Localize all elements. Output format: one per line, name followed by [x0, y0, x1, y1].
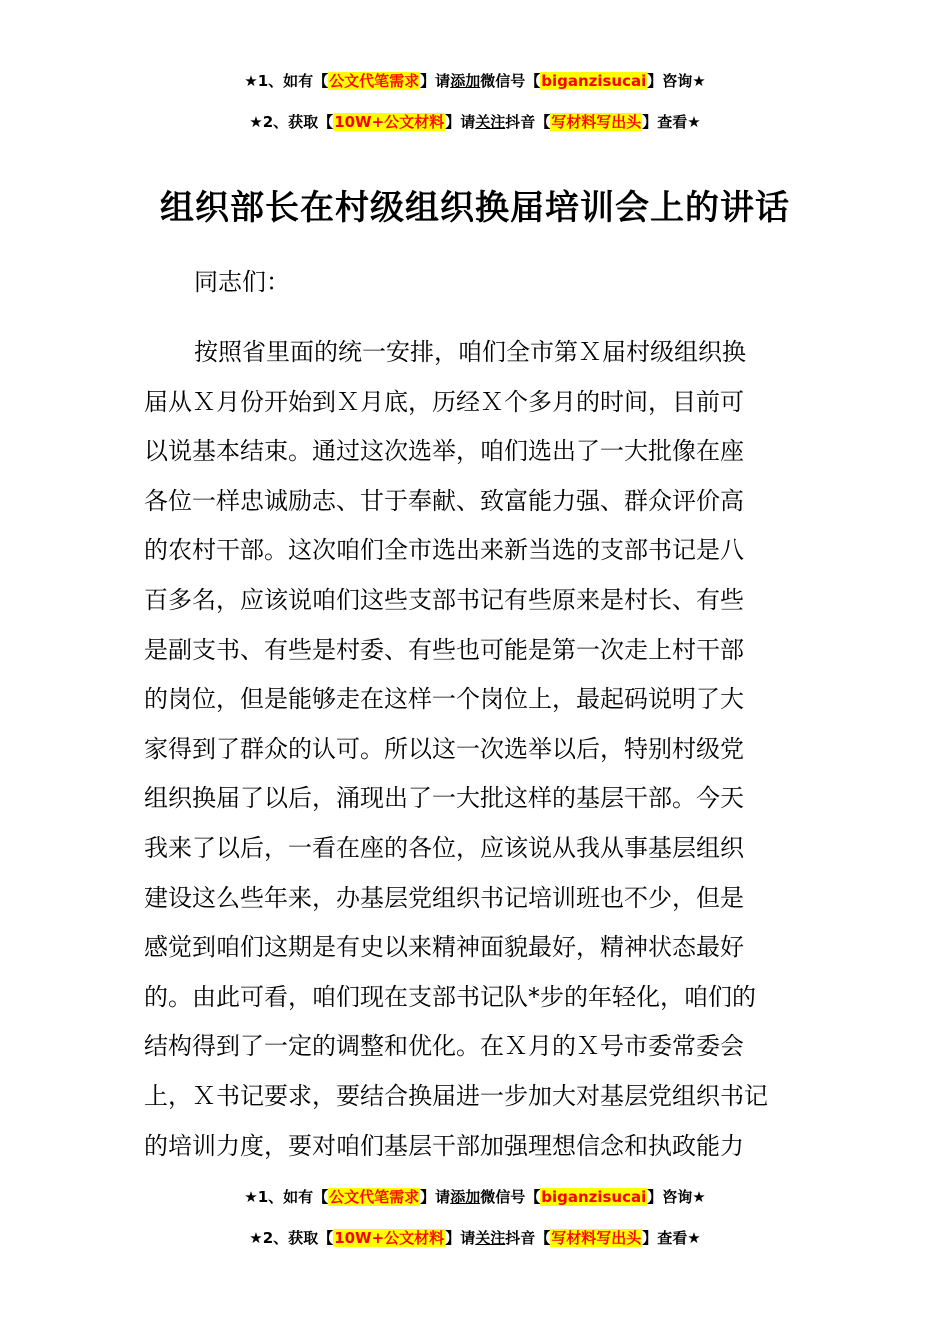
promo-text: 抖音【 [505, 1229, 551, 1247]
promo-text: 】请 [445, 113, 476, 131]
promo-text: 微信号【 [480, 72, 541, 90]
document-title: 组织部长在村级组织换届培训会上的讲话 [160, 188, 790, 228]
body-line: 结构得到了一定的调整和优化。在Ｘ月的Ｘ号市委常委会 [144, 1032, 744, 1061]
promo-text: ★2、获取【 [249, 113, 334, 131]
promo-highlight: 公文代笔需求 [329, 1188, 420, 1206]
body-line: 百多名，应该说咱们这些支部书记有些原来是村长、有些 [144, 585, 744, 614]
promo-text: ★2、获取【 [249, 1229, 334, 1247]
body-line: 按照省里面的统一安排，咱们全市第Ｘ届村级组织换 [194, 338, 746, 366]
promo-text: 】咨询★ [647, 1188, 706, 1206]
body-line: 的农村干部。这次咱们全市选出来新当选的支部书记是八 [144, 536, 744, 565]
promo-douyin-id: 写材料写出头 [551, 113, 642, 131]
promo-text: 】请 [420, 1188, 451, 1206]
promo-line-1-bottom [0, 1186, 950, 1208]
body-line: 以说基本结束。通过这次选举，咱们选出了一大批像在座 [144, 437, 744, 466]
body-line: 的培训力度，要对咱们基层干部加强理想信念和执政能力 [144, 1131, 744, 1160]
body-line: 我来了以后，一看在座的各位，应该说从我从事基层组织 [144, 833, 744, 862]
promo-text: 】查看★ [642, 113, 701, 131]
body-line: 各位一样忠诚励志、甘于奉献、致富能力强、群众评价高 [144, 486, 744, 515]
promo-underlined: 添加 [450, 1188, 481, 1206]
body-line: 建设这么些年来，办基层党组织书记培训班也不少，但是 [144, 883, 744, 912]
promo-wechat-id: biganzisucai [541, 72, 647, 90]
promo-highlight: 10W+公文材料 [334, 113, 445, 131]
promo-text: ★1、如有【 [244, 1188, 329, 1206]
promo-line-2-top [0, 111, 950, 133]
promo-text: ★1、如有【 [244, 72, 329, 90]
body-line: 届从Ｘ月份开始到Ｘ月底，历经Ｘ个多月的时间，目前可 [144, 387, 744, 416]
promo-text: 】咨询★ [647, 72, 706, 90]
body-line: 是副支书、有些是村委、有些也可能是第一次走上村干部 [144, 635, 744, 664]
promo-text: 微信号【 [480, 1188, 541, 1206]
promo-text: 】请 [445, 1229, 476, 1247]
promo-line-2-bottom [0, 1227, 950, 1249]
promo-highlight: 10W+公文材料 [334, 1229, 445, 1247]
promo-underlined: 添加 [450, 72, 481, 90]
promo-underlined: 关注 [475, 1229, 506, 1247]
greeting: 同志们： [194, 268, 290, 296]
promo-text: 】请 [420, 72, 451, 90]
body-line: 的。由此可看，咱们现在支部书记队*步的年轻化，咱们的 [144, 982, 756, 1011]
promo-line-1-top [0, 70, 950, 92]
promo-underlined: 关注 [475, 113, 506, 131]
promo-highlight: 公文代笔需求 [329, 72, 420, 90]
promo-douyin-id: 写材料写出头 [551, 1229, 642, 1247]
body-line: 上，Ｘ书记要求，要结合换届进一步加大对基层党组织书记 [144, 1081, 768, 1110]
body-line: 的岗位，但是能够走在这样一个岗位上，最起码说明了大 [144, 685, 744, 714]
promo-text: 抖音【 [505, 113, 551, 131]
body-line: 组织换届了以后，涌现出了一大批这样的基层干部。今天 [144, 784, 744, 813]
promo-text: 】查看★ [642, 1229, 701, 1247]
body-line: 感觉到咱们这期是有史以来精神面貌最好，精神状态最好 [144, 933, 744, 962]
document-body [144, 328, 812, 1171]
body-line: 家得到了群众的认可。所以这一次选举以后，特别村级党 [144, 734, 744, 763]
promo-wechat-id: biganzisucai [541, 1188, 647, 1206]
